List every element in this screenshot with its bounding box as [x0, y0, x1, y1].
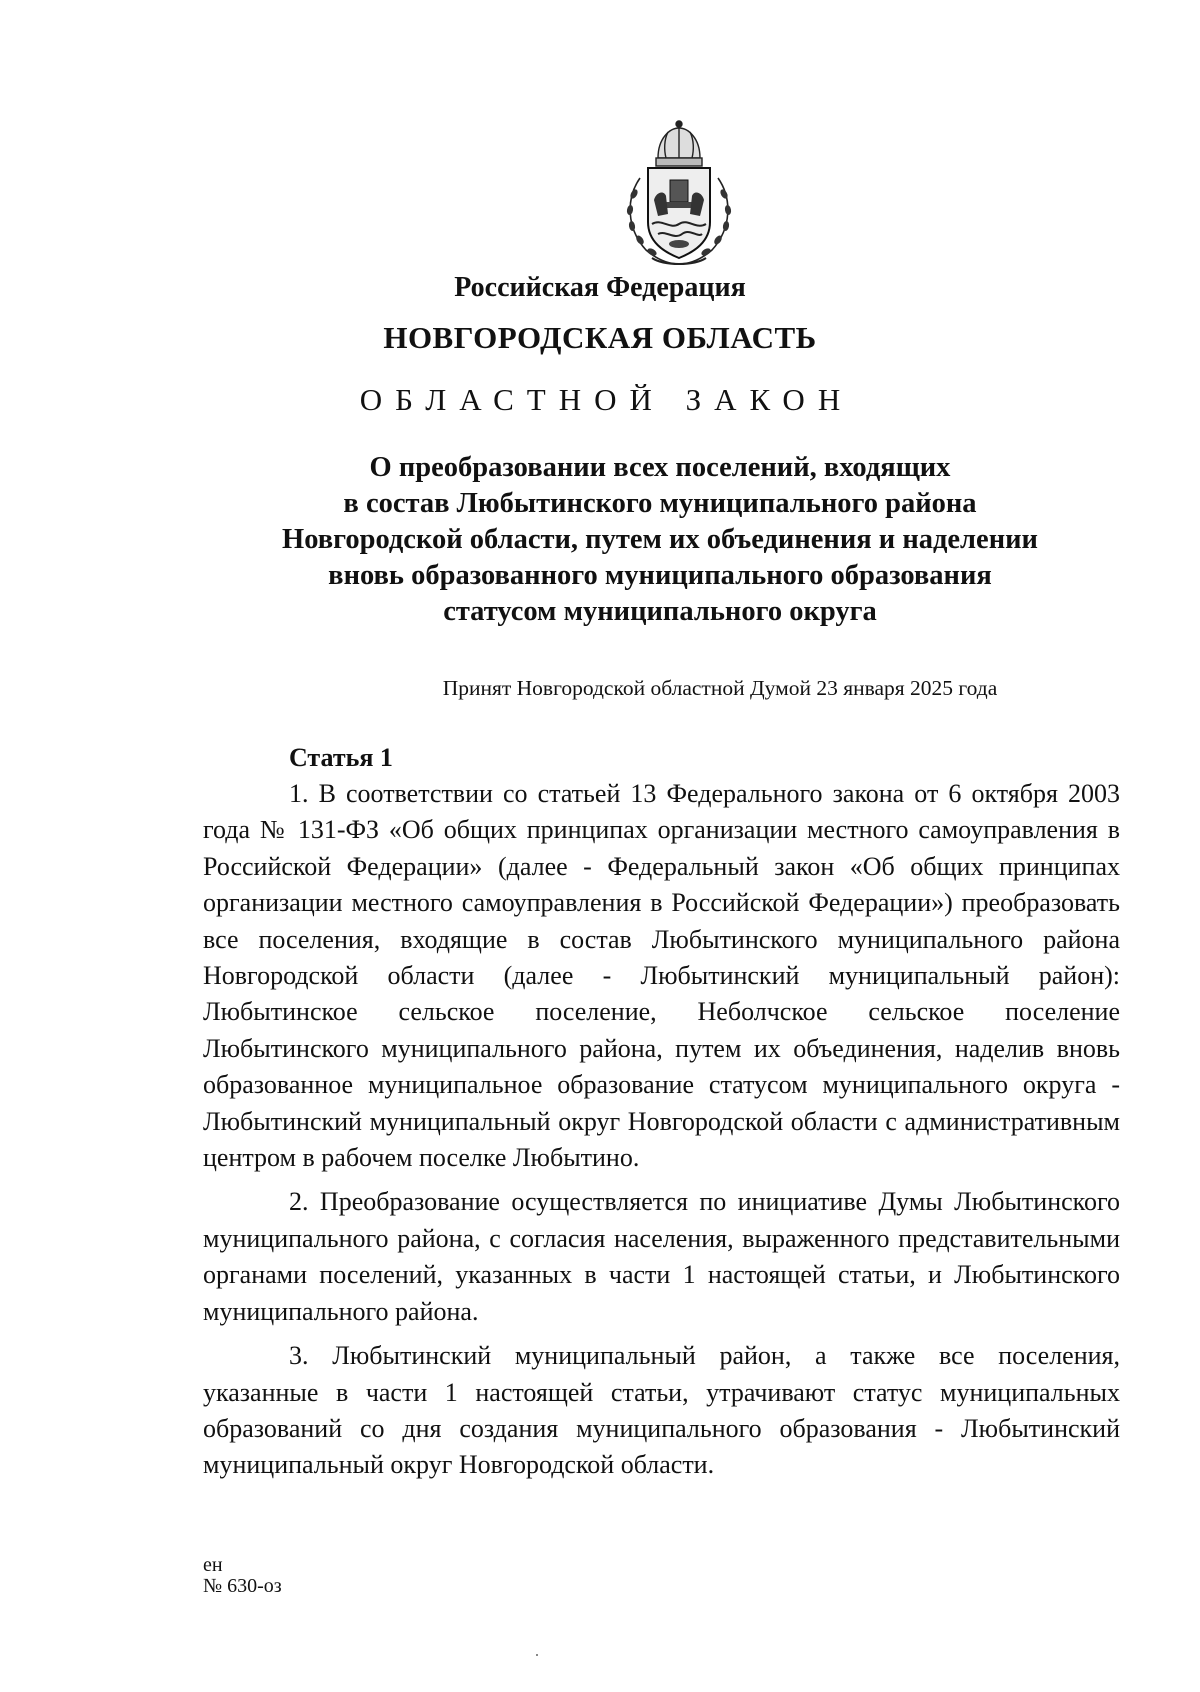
article-paragraph: 2. Преобразование осуществляется по инициативе Думы Любытинского муниципального района, с согласия населения, выраженного представительными органами поселений, указанных в части 1 настоящей статьи, и Любытинского муниципального района.: [203, 1187, 1120, 1326]
scan-speck: [536, 1654, 538, 1656]
footer-initials: ен: [203, 1554, 223, 1576]
article-heading: Статья 1: [289, 743, 393, 772]
article-body: [203, 740, 1120, 1484]
law-title: [200, 450, 1120, 630]
law-type: ОБЛАСТНОЙ ЗАКОН: [359, 382, 854, 417]
coat-of-arms-icon: [612, 118, 746, 270]
law-title-line: Новгородской области, путем их объединения и наделении: [282, 524, 1038, 555]
law-title-line: статусом муниципального округа: [443, 596, 877, 627]
law-title-line: вновь образованного муниципального образования: [328, 560, 992, 591]
law-title-line: О преобразовании всех поселений, входящих: [369, 452, 951, 483]
region-name: НОВГОРОДСКАЯ ОБЛАСТЬ: [383, 320, 817, 355]
article-paragraph: 3. Любытинский муниципальный район, а также все поселения, указанные в части 1 настоящей статьи, утрачивают статус муниципальных образований со дня создания муниципального образования - Любытинский муниципальный округ Новгородской области.: [203, 1341, 1120, 1480]
adoption-note: Принят Новгородской областной Думой 23 января 2025 года: [442, 676, 998, 700]
document-footer: [203, 1555, 282, 1597]
law-title-line: в состав Любытинского муниципального района: [343, 488, 977, 519]
document-number: № 630-оз: [203, 1575, 282, 1597]
article-paragraph: 1. В соответствии со статьей 13 Федерального закона от 6 октября 2003 года № 131-ФЗ «Об общих принципах организации местного самоуправления в Российской Федерации» (далее - Федеральный закон «Об общих принципах организации местного самоуправления в Российской Федерации») преобразовать все поселения, входящие в состав Любытинского муниципального района Новгородской области (далее - Любытинский муниципальный район): Любытинское сельское поселение, Неболчское сельское поселение Любытинского муниципального района, путем их объединения, наделив вновь образованное муниципальное образование статусом муниципального округа - Любытинский муниципальный округ Новгородской области с административным центром в рабочем поселке Любытино.: [203, 779, 1120, 1173]
federation-name: Российская Федерация: [454, 272, 746, 303]
